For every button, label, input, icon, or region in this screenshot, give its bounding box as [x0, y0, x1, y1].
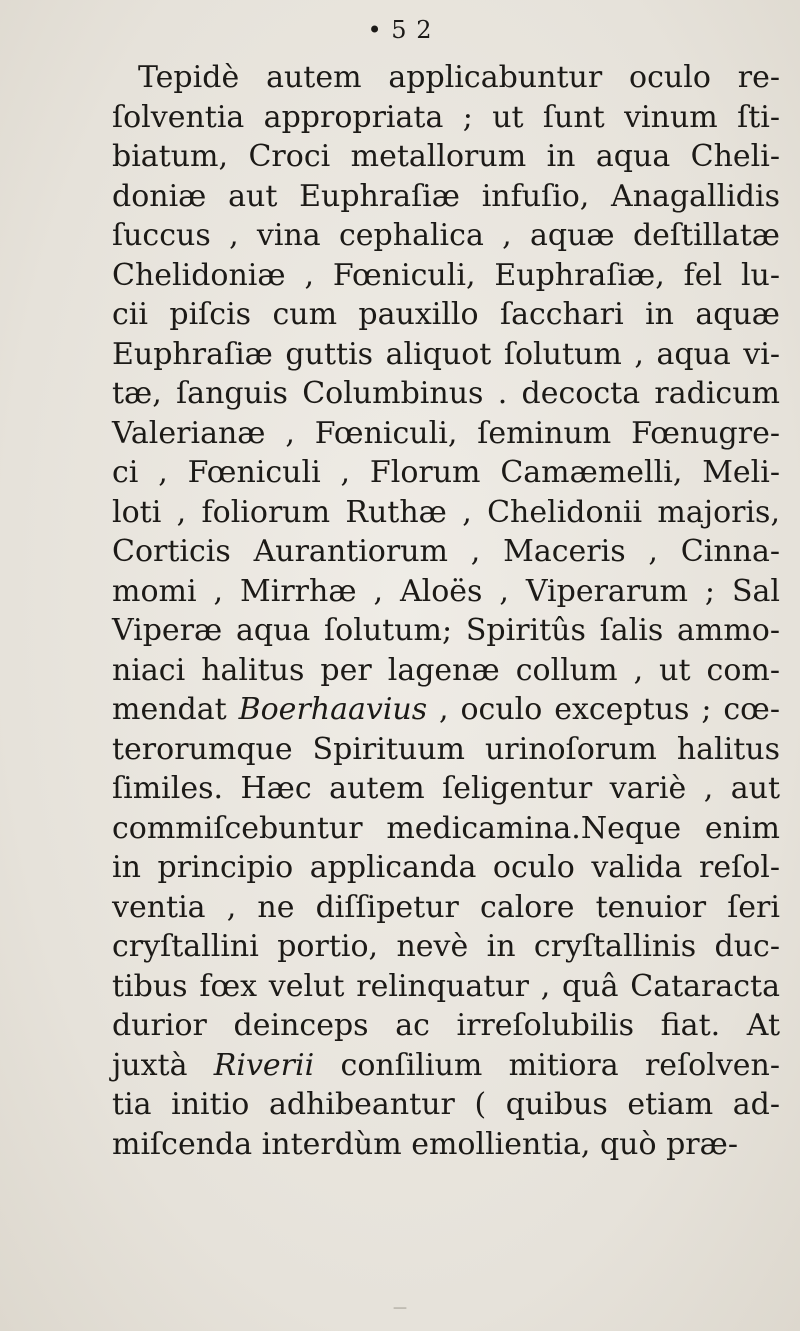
text-segment: Viperæ aqua ſolutum; Spiritûs ſalis ammo- — [112, 613, 780, 648]
text-segment: tæ, ſanguis Columbinus . decocta radicum — [112, 376, 780, 411]
text-line — [112, 216, 780, 256]
text-line — [112, 532, 780, 572]
text-segment: durior deinceps ac irreſolubilis fiat. At — [112, 1008, 780, 1043]
text-line — [112, 651, 780, 691]
text-line — [112, 848, 780, 888]
text-line — [112, 58, 780, 98]
text-line — [112, 769, 780, 809]
text-line — [112, 453, 780, 493]
text-line — [112, 1046, 780, 1086]
text-segment: Valerianæ , Fœniculi, ſeminum Fœnugre- — [112, 415, 780, 451]
text-segment: ventia , ne diſſipetur calore tenuior ſeri — [112, 889, 780, 925]
italic-name: Riverii — [213, 1047, 315, 1083]
text-segment: ſuccus , vina cephalica , aquæ deſtillatæ — [112, 218, 780, 253]
text-segment: commiſcebuntur medicamina.Neque enim — [112, 810, 780, 846]
text-segment: Tepidè autem applicabuntur oculo re- — [138, 60, 780, 95]
text-line — [112, 730, 780, 770]
text-line — [112, 177, 780, 217]
text-segment: tibus fœx velut relinquatur , quâ Cataracta — [112, 968, 780, 1004]
text-segment: doniæ aut Euphraſiæ infuſio, Anagallidis — [112, 178, 780, 214]
text-line — [112, 690, 780, 730]
text-line — [112, 809, 780, 849]
text-line — [112, 967, 780, 1007]
text-segment: juxtà — [112, 1047, 214, 1083]
text-segment: , oculo exceptus ; cœ- — [427, 692, 780, 727]
text-segment: conſilium mitiora reſolven- — [314, 1047, 780, 1083]
text-line — [112, 295, 780, 335]
text-segment: momi , Mirrhæ , Aloës , Viperarum ; Sal — [112, 573, 780, 609]
text-line — [112, 256, 780, 296]
text-segment: miſcenda interdùm emollientia, quò præ- — [112, 1126, 738, 1162]
text-segment: ſimiles. Hæc autem ſeligentur variè , aut — [112, 771, 780, 806]
text-segment: tia initio adhibeantur ( quibus etiam ad- — [112, 1087, 780, 1122]
text-segment: in principio applicanda oculo valida reſol- — [112, 850, 780, 885]
text-line — [112, 374, 780, 414]
page-number: • 5 2 — [367, 16, 433, 44]
text-line — [112, 572, 780, 612]
text-segment: biatum, Croci metallorum in aqua Cheli- — [112, 139, 780, 174]
text-segment: ſolventia appropriata ; ut ſunt vinum ſti- — [112, 99, 780, 135]
text-segment: cii piſcis cum pauxillo ſacchari in aquæ — [112, 297, 780, 332]
text-segment: loti , foliorum Ruthæ , Chelidonii majoris, — [112, 494, 780, 530]
text-line — [112, 414, 780, 454]
text-line — [112, 888, 780, 928]
text-segment: Euphraſiæ guttis aliquot ſolutum , aqua vi- — [112, 336, 780, 372]
text-segment: ci , Fœniculi , Florum Camæmelli, Meli- — [112, 455, 780, 490]
text-segment: mendat — [112, 692, 239, 727]
text-segment: cryſtallini portio, nevè in cryſtallinis duc- — [112, 929, 780, 964]
text-segment: Corticis Aurantiorum , Maceris , Cinna- — [112, 534, 780, 569]
text-block — [112, 58, 780, 1164]
text-line — [112, 1006, 780, 1046]
text-line — [112, 1125, 780, 1165]
text-line — [112, 335, 780, 375]
text-segment: Chelidoniæ , Fœniculi, Euphraſiæ, fel lu- — [112, 257, 780, 293]
text-line — [112, 98, 780, 138]
text-line — [112, 927, 780, 967]
text-line — [112, 1085, 780, 1125]
text-segment: terorumque Spirituum urinoſorum halitus — [112, 731, 780, 767]
italic-name: Boerhaavius — [238, 692, 428, 727]
text-segment: niaci halitus per lagenæ collum , ut com- — [112, 652, 780, 688]
text-line — [112, 137, 780, 177]
text-line — [112, 493, 780, 533]
bottom-mark: — — [393, 1300, 407, 1316]
text-line — [112, 611, 780, 651]
